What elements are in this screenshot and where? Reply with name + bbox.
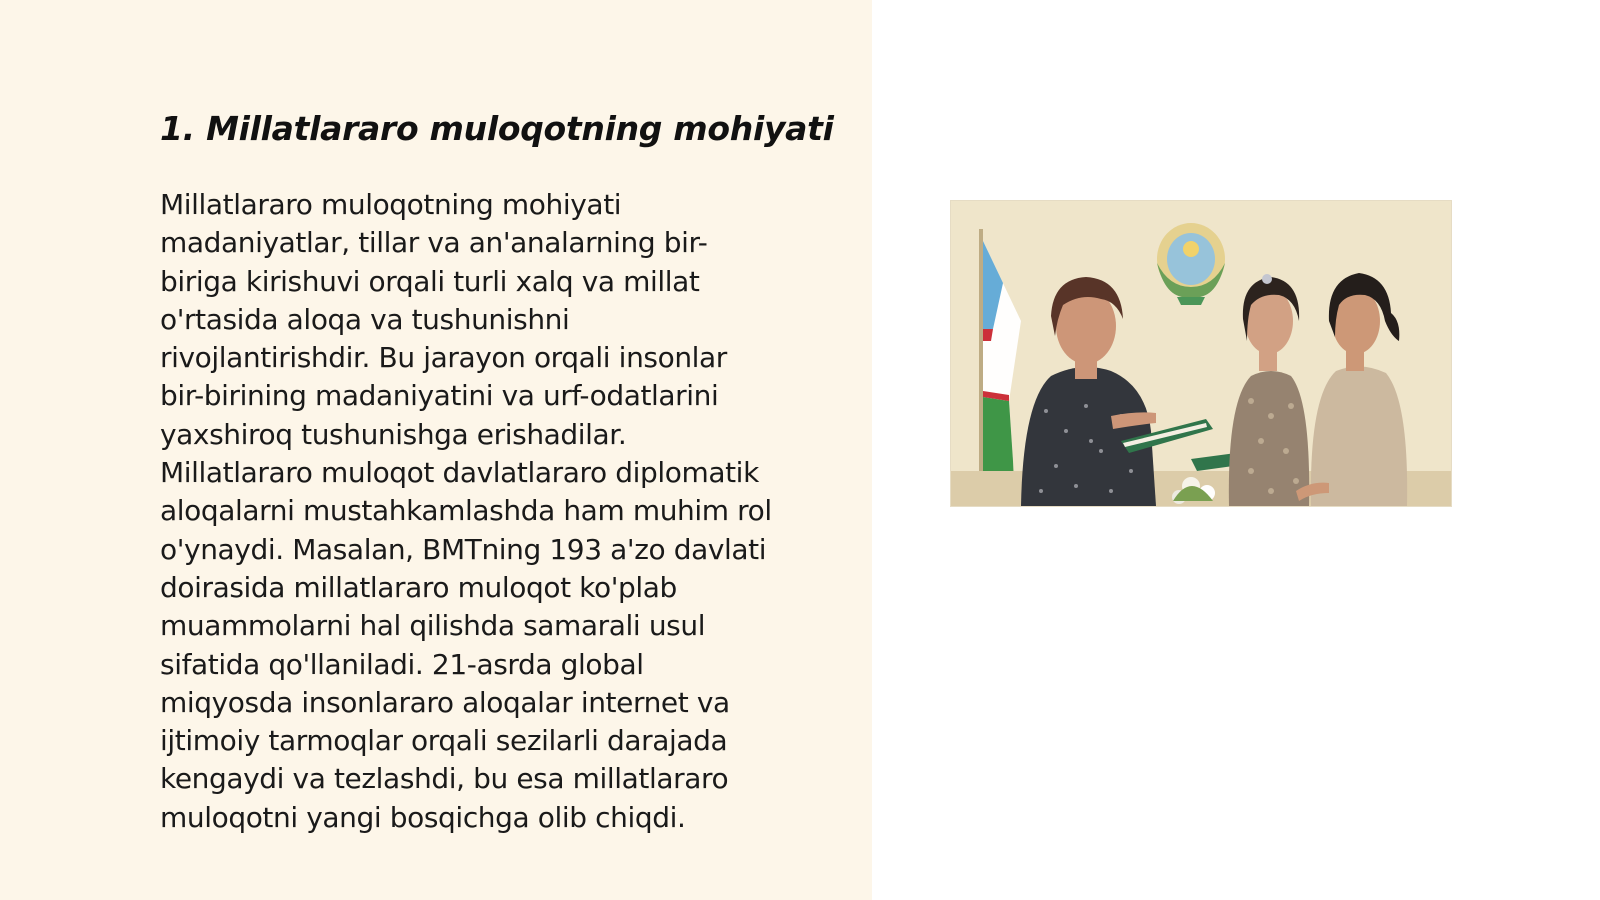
- body-line: muammolarni hal qilishda samarali usul: [160, 609, 706, 643]
- body-line: madaniyatlar, tillar va an'analarning bir-: [160, 226, 708, 260]
- body-line: rivojlantirishdir. Bu jarayon orqali insonlar: [160, 341, 727, 375]
- body-line: muloqotni yangi bosqichga olib chiqdi.: [160, 800, 686, 834]
- body-line: aloqalarni mustahkamlashda ham muhim rol: [160, 494, 772, 528]
- slide-photo: [950, 200, 1452, 507]
- slide-title: 1. Millatlararo muloqotning mohiyati: [160, 109, 834, 148]
- body-line: kengaydi va tezlashdi, bu esa millatlararo: [160, 762, 729, 796]
- body-line: sifatida qo'llaniladi. 21-asrda global: [160, 647, 644, 681]
- body-line: Millatlararo muloqotning mohiyati: [160, 188, 622, 221]
- body-line: doirasida millatlararo muloqot ko'plab: [160, 570, 677, 604]
- body-line: o'rtasida aloqa va tushunishni: [160, 302, 570, 336]
- body-line: o'ynaydi. Masalan, BMTning 193 a'zo davlati: [160, 532, 767, 566]
- body-line: Millatlararo muloqot davlatlararo diplomatik: [160, 456, 759, 490]
- body-line: ijtimoiy tarmoqlar orqali sezilarli darajada: [160, 724, 728, 758]
- body-line: bir-birining madaniyatini va urf-odatlarini: [160, 379, 719, 413]
- body-line: yaxshiroq tushunishga erishadilar.: [160, 417, 627, 451]
- body-line: miqyosda insonlararo aloqalar internet va: [160, 685, 730, 719]
- slide-body-text: [160, 186, 850, 837]
- body-line: biriga kirishuvi orqali turli xalq va millat: [160, 264, 700, 298]
